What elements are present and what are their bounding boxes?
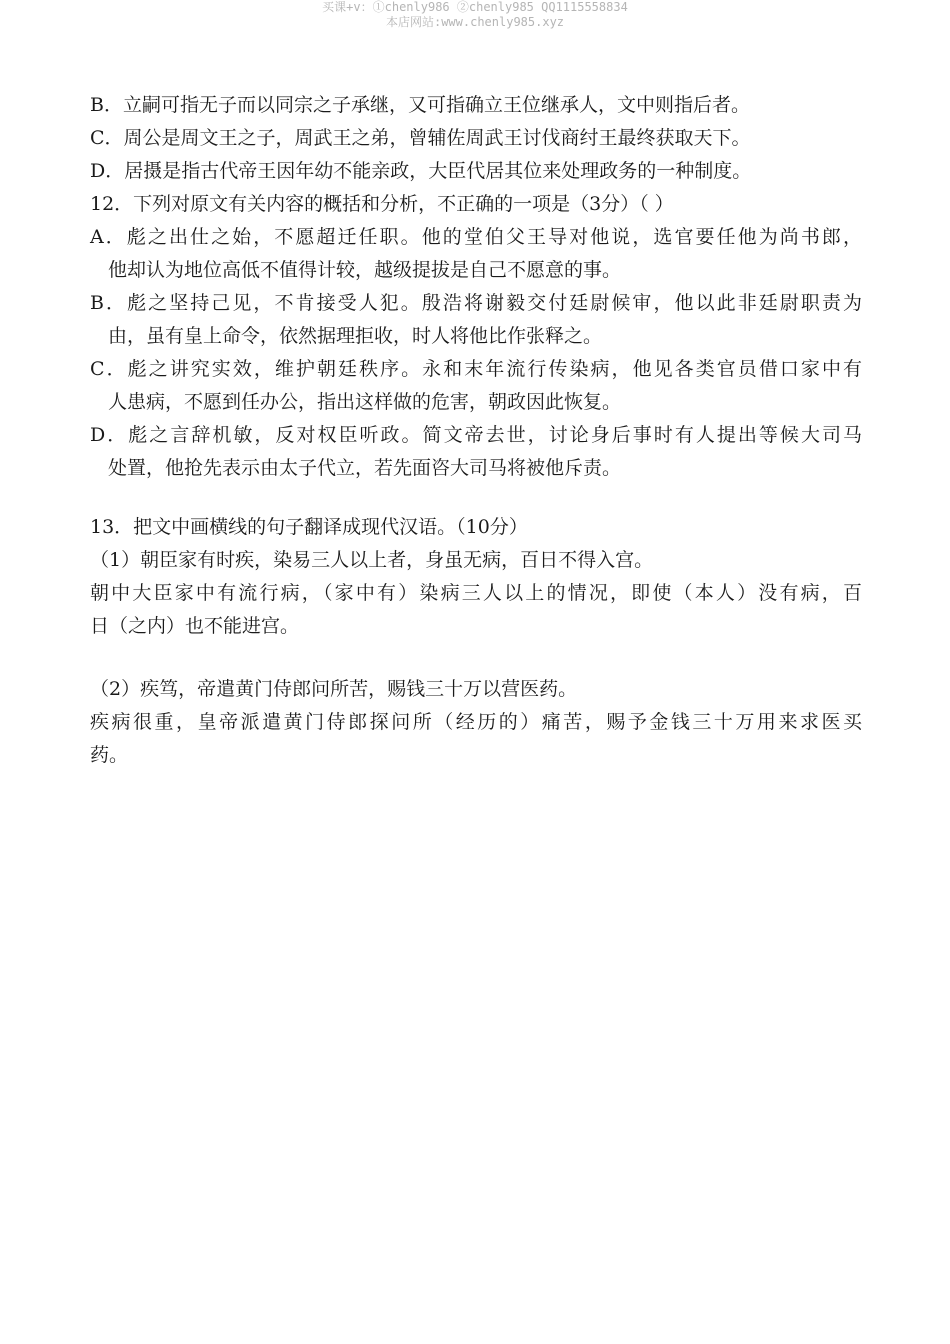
watermark-line-2: 本店网站:www.chenly985.xyz xyxy=(385,15,565,29)
spacer xyxy=(90,643,862,673)
q12-option-b-line-2: 由，虽有皇上命令，依然据理拒收，时人将他比作张释之。 xyxy=(108,325,603,347)
q13-sentence-1: （1）朝臣家有时疾，染易三人以上者，身虽无病，百日不得入宫。 xyxy=(90,549,654,571)
question-11-options xyxy=(90,89,862,188)
q12-option-a-line-1: A．彪之出仕之始，不愿超迁任职。他的堂伯父王导对他说，选官要任他为尚书郎， xyxy=(90,226,862,248)
watermark-line-1: 买课+v：①chenly986 ②chenly985 QQ1115558834 xyxy=(322,0,628,14)
question-12 xyxy=(90,188,862,485)
q13-stem: 13．把文中画横线的句子翻译成现代汉语。（10分） xyxy=(90,516,528,538)
q12-stem: 12．下列对原文有关内容的概括和分析，不正确的一项是（3分）（ ） xyxy=(90,193,674,215)
q13-answer-2-line-2: 药。 xyxy=(90,744,129,766)
question-13 xyxy=(90,511,862,772)
q12-option-d-line-1: D．彪之言辞机敏，反对权臣听政。简文帝去世，讨论身后事时有人提出等候大司马 xyxy=(90,424,862,446)
q13-answer-1-line-1: 朝中大臣家中有流行病，（家中有）染病三人以上的情况，即使（本人）没有病，百 xyxy=(90,582,862,604)
q13-answer-2-line-1: 疾病很重，皇帝派遣黄门侍郎探问所（经历的）痛苦，赐予金钱三十万用来求医买 xyxy=(90,711,862,733)
q12-option-d-line-2: 处置，他抢先表示由太子代立，若先面咨大司马将被他斥责。 xyxy=(108,457,622,479)
spacer xyxy=(90,485,862,511)
q12-option-c-line-1: C．彪之讲究实效，维护朝廷秩序。永和末年流行传染病，他见各类官员借口家中有 xyxy=(90,358,862,380)
q12-option-b-line-1: B．彪之坚持己见，不肯接受人犯。殷浩将谢毅交付廷尉候审，他以此非廷尉职责为 xyxy=(90,292,862,314)
q12-option-a-line-2: 他却认为地位高低不值得计较，越级提拔是自己不愿意的事。 xyxy=(108,259,622,281)
q11-option-c: C．周公是周文王之子，周武王之弟，曾辅佐周武王讨伐商纣王最终获取天下。 xyxy=(90,127,751,149)
q13-answer-1-line-2: 日（之内）也不能进宫。 xyxy=(90,615,300,637)
q13-sentence-2: （2）疾笃，帝遣黄门侍郎问所苦，赐钱三十万以营医药。 xyxy=(90,678,578,700)
q12-option-c-line-2: 人患病，不愿到任办公，指出这样做的危害，朝政因此恢复。 xyxy=(108,391,622,413)
q11-option-d: D．居摄是指古代帝王因年幼不能亲政，大臣代居其位来处理政务的一种制度。 xyxy=(90,160,752,182)
document-body xyxy=(90,89,862,772)
watermark xyxy=(0,0,950,30)
q11-option-b: B．立嗣可指无子而以同宗之子承继，又可指确立王位继承人，文中则指后者。 xyxy=(90,94,750,116)
